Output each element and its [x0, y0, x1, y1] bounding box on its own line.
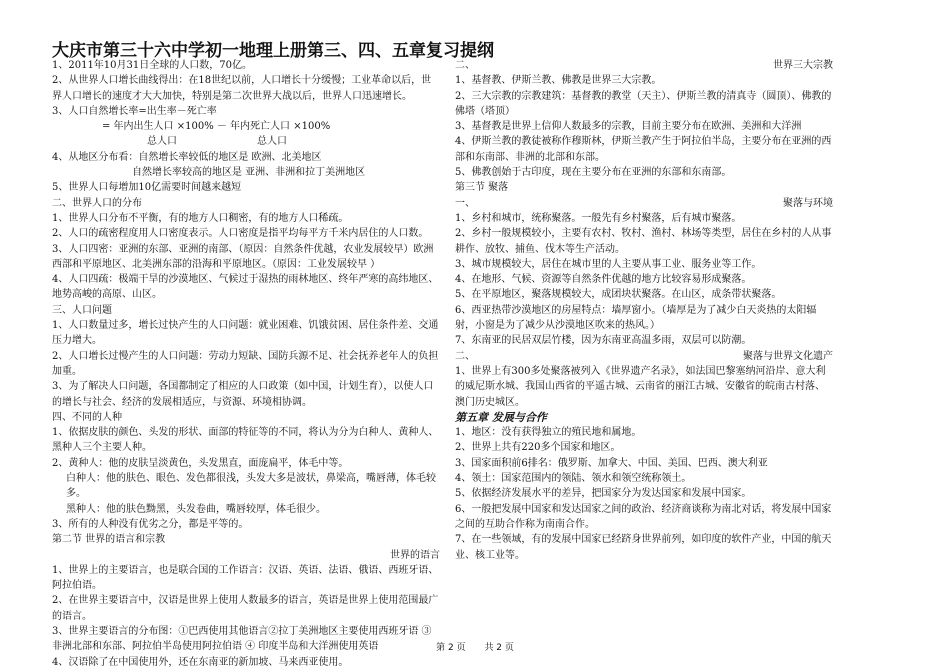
section-heading: 三、人口问题: [52, 304, 112, 316]
para: 3、基督教是世界上信仰人数最多的宗教，目前主要分布在欧洲、美洲和大洋洲: [455, 121, 802, 133]
para: 1、依据皮肤的颜色、头发的形状、面部的特征等的不同，将认为分为白种人、黄种人、黑种人三个主要人种。: [52, 427, 439, 454]
right-column: [455, 58, 833, 563]
para: 5、世界人口每增加10亿需要时间越来越短: [52, 182, 242, 194]
para: 黑种人：他的肤色黝黑，头发卷曲，嘴唇较厚，体毛很少。: [66, 503, 326, 515]
para: 4、汉语除了在中国使用外，还在东南亚的新加坡、马来西亚使用。: [52, 656, 349, 668]
subsection-heading: 聚落与环境: [783, 197, 833, 209]
formula-denominator: 总人口 总人口: [147, 136, 287, 148]
para: 4、人口四疏：极端干旱的沙漠地区、气候过于湿热的雨林地区、终年严寒的高纬地区、地势高峻的高原、山区。: [52, 274, 439, 301]
para: 白种人：他的肤色、眼色、发色都很浅，头发大多是波状，鼻梁高，嘴唇薄，体毛较多。: [66, 473, 436, 500]
page-footer: [0, 640, 950, 653]
page-total: 共 2 页: [484, 643, 514, 653]
para: 3、人口自然增长率=出生率－死亡率: [52, 105, 217, 117]
para: 1、世界上有300多处聚落被列入《世界遗产名录》，如法国巴黎塞纳河沿岸、意大利的威尼斯水城、我国山西省的平遥古城、云南省的丽江古城、安徽省的皖南古村落、澳门历史城区。: [455, 365, 826, 408]
para: 1、2011年10月31日全球的人口数，70亿。: [52, 60, 252, 71]
para: 1、基督教、伊斯兰教、佛教是世界三大宗教。: [455, 75, 662, 87]
para: 5、依据经济发展水平的差异，把国家分为发达国家和发展中国家。: [455, 488, 752, 500]
para: 1、世界人口分布不平衡，有的地方人口稠密，有的地方人口稀疏。: [52, 212, 349, 224]
para: 3、为了解决人口问题，各国都制定了相应的人口政策（如中国，计划生育），以使人口的增长与社会、经济的发展相适应，与资源、环境相协调。: [52, 381, 434, 408]
para: 5、在平原地区，聚落规模较大，成团块状聚落。在山区，成条带状聚落。: [455, 289, 782, 301]
para: 7、在一些领域，有的发展中国家已经跻身世界前列，如印度的软件产业，中国的航天业、核工业等。: [455, 534, 832, 561]
para: 自然增长率较高的地区是 亚洲、非洲和拉丁美洲地区: [132, 167, 366, 179]
formula-line: = 年内出生人口 ×100% － 年内死亡人口 ×100%: [102, 121, 331, 133]
para: 4、伊斯兰教的教徒被称作穆斯林，伊斯兰教产生于阿拉伯半岛，主要分布在亚洲的西部和东南部、非洲的北部和东部。: [455, 136, 832, 163]
para: 2、从世界人口增长曲线得出：在18世纪以前，人口增长十分缓慢；工业革命以后，世界人口增长的速度才大大加快，特别是第二次世界大战以后，世界人口迅速增长。: [52, 75, 432, 102]
para: 1、人口数量过多，增长过快产生的人口问题：就业困难、饥饿贫困、居住条件差、交通压力增大。: [52, 320, 439, 347]
para: 2、在世界主要语言中，汉语是世界上使用人数最多的语言，英语是世界上使用范围最广的语言。: [52, 595, 439, 622]
subsection-heading-row: [455, 58, 833, 73]
page-number: 第 2 页: [436, 643, 466, 653]
subsection-number: 二、: [455, 60, 475, 71]
para: 2、人口的疏密程度用人口密度表示。人口密度是指平均每平方千米内居住的人口数。: [52, 228, 429, 240]
para: 1、乡村和城市，统称聚落。一般先有乡村聚落，后有城市聚落。: [455, 212, 742, 224]
para: 6、一般把发展中国家和发达国家之间的政治、经济商谈称为南北对话，将发展中国家之间的互助合作称为南南合作。: [455, 503, 832, 530]
para: 2、乡村一般规模较小，主要有农村、牧村、渔村、林场等类型，居住在乡村的人从事耕作、放牧、捕鱼、伐木等生产活动。: [455, 228, 832, 255]
para: 2、三大宗教的宗教建筑：基督教的教堂（天主）、伊斯兰教的清真寺（圆顶）、佛教的佛塔（塔顶）: [455, 90, 832, 117]
para: 5、佛教创始于古印度，现在主要分布在亚洲的东部和东南部。: [455, 167, 732, 179]
section-heading: 二、世界人口的分布: [52, 197, 142, 209]
para: 1、地区：没有获得独立的殖民地和属地。: [455, 427, 642, 439]
subsection-heading: 世界的语言: [390, 549, 440, 561]
para: 4、在地形、气候、资源等自然条件优越的地方比较容易形成聚落。: [455, 274, 752, 286]
para: 4、领土：国家范围内的领陆、领水和领空统称领土。: [455, 473, 692, 485]
subsection-heading-row: [455, 196, 833, 211]
para: 3、世界主要语言的分布图：①巴西使用其他语言②拉丁美洲地区主要使用西班牙语 ③非洲北部和东部、阿拉伯半岛使用阿拉伯语 ④ 印度半岛和大洋洲使用英语: [52, 625, 432, 653]
para: 3、所有的人种没有优劣之分，都是平等的。: [52, 518, 249, 530]
subsection-heading: 世界三大宗教: [773, 60, 833, 71]
subsection-heading: 聚落与世界文化遗产: [743, 350, 833, 362]
para: 2、世界上共有220多个国家和地区。: [455, 442, 621, 454]
section-heading: 第二节 世界的语言和宗教: [52, 534, 166, 546]
left-column: [52, 58, 440, 670]
chapter-heading: 第五章 发展与合作: [455, 410, 547, 424]
para: 3、人口四密：亚洲的东部、亚洲的南部、（原因：自然条件优越，农业发展较早）欧洲西部和平原地区、北美洲东部的沿海和平原地区。（原因：工业发展较早 ）: [52, 243, 434, 270]
para: 1、世界上的主要语言，也是联合国的工作语言：汉语、英语、法语、俄语、西班牙语、阿拉伯语。: [52, 564, 439, 592]
subsection-number: 一、: [455, 197, 475, 209]
para: 3、城市规模较大，居住在城市里的人主要从事工业、服务业等工作。: [455, 258, 762, 270]
section-heading: 四、不同的人种: [52, 411, 122, 423]
section-heading: 第三节 聚落: [455, 182, 509, 194]
page-title: 大庆市第三十六中学初一地理上册第三、四、五章复习提纲: [52, 41, 494, 61]
para: 3、国家面积前6排名：俄罗斯、加拿大、中国、美国、巴西、澳大利亚: [455, 457, 768, 469]
subsection-number: 二、: [455, 350, 475, 362]
para: 7、东南亚的民居双层竹楼，因为东南亚高温多雨，双层可以防潮。: [455, 335, 752, 347]
para: 2、人口增长过慢产生的人口问题：劳动力短缺、国防兵源不足、社会抚养老年人的负担加重。: [52, 350, 439, 377]
para: 4、从地区分布看：自然增长率较低的地区是 欧洲、北美地区: [52, 151, 322, 163]
subsection-heading-row: [455, 349, 833, 364]
para: 6、西亚热带沙漠地区的房屋特点：墙厚窗小。（墙厚是为了减少白天炎热的太阳辐射，小窗是为了减少从沙漠地区吹来的热风。）: [455, 304, 817, 332]
para: 2、黄种人：他的皮肤呈淡黄色，头发黑直，面庞扁平，体毛中等。: [52, 457, 349, 469]
